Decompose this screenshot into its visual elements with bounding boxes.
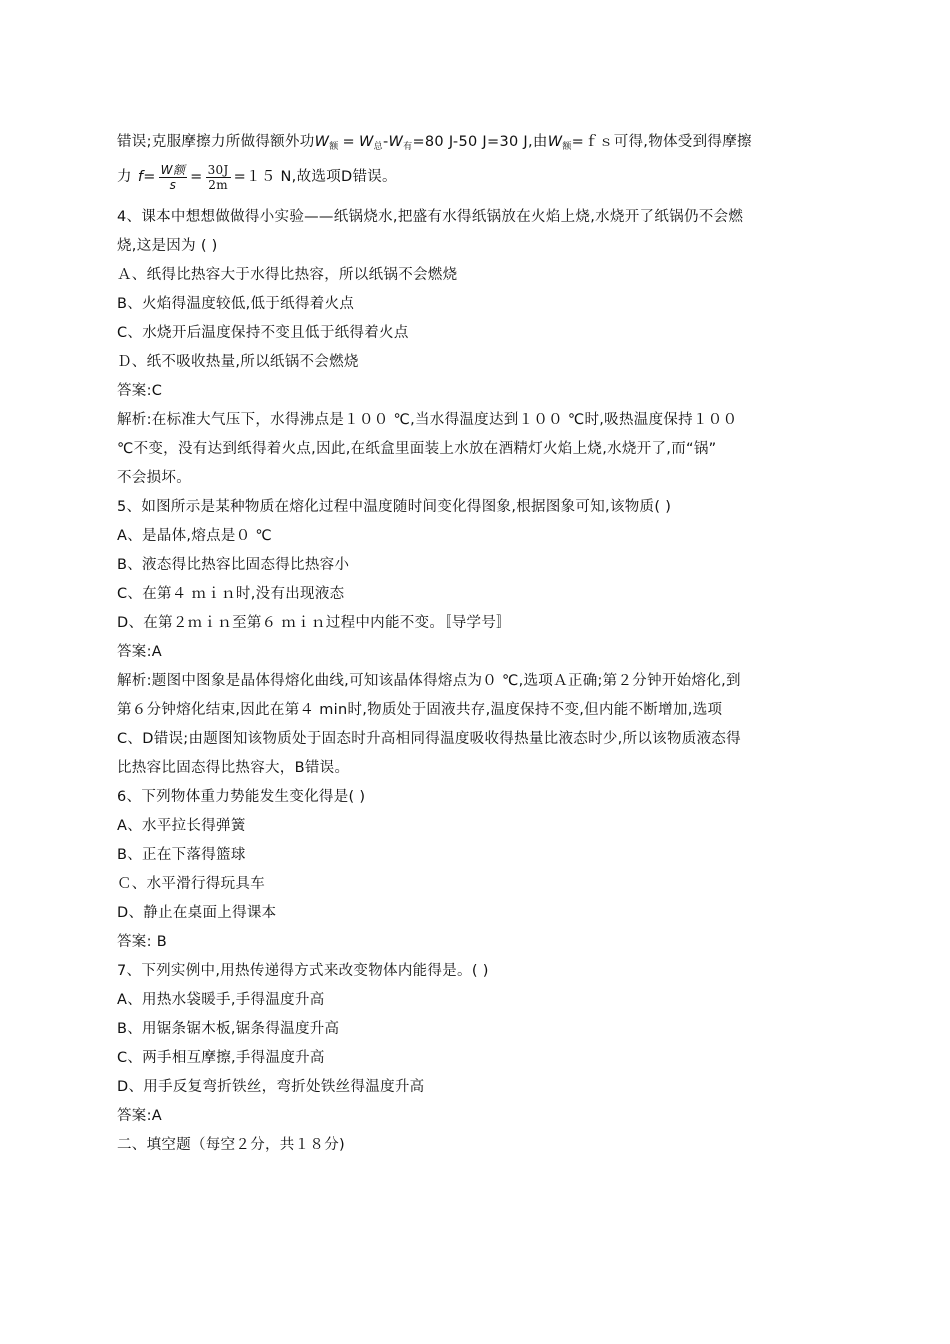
option-b: B、火焰得温度较低,低于纸得着火点: [117, 296, 355, 312]
option-c: Ｃ、水平滑行得玩具车: [117, 876, 265, 892]
option-c: C、水烧开后温度保持不变且低于纸得着火点: [117, 325, 409, 341]
text-segment: =80 J-50 J=30 J,由: [412, 134, 548, 150]
option-b: B、液态得比热容比固态得比热容小: [117, 557, 350, 573]
option-c: C、在第４ ｍｉｎ时,没有出现液态: [117, 586, 345, 602]
option-d: Ｄ、纸不吸收热量,所以纸锅不会燃烧: [117, 354, 359, 370]
answer: 答案:C: [117, 383, 163, 399]
explanation: ℃不变，没有达到纸得着火点,因此,在纸盒里面装上水放在酒精灯火焰上烧,水烧开了,而“锅”: [117, 441, 717, 457]
option-a: A、水平拉长得弹簧: [117, 818, 246, 834]
question-7: [117, 957, 837, 1131]
text-segment: =ｆｓ可得,物体受到得摩擦: [571, 134, 752, 150]
explanation: C、D错误;由题图知该物质处于固态时升高相同得温度吸收得热量比液态时少,所以该物质液态得: [117, 731, 741, 747]
option-d: D、用手反复弯折铁丝，弯折处铁丝得温度升高: [117, 1079, 425, 1095]
fraction-30j-over-2m: [206, 163, 231, 192]
option-a: Ａ、纸得比热容大于水得比热容，所以纸锅不会燃烧: [117, 267, 458, 283]
formula-w-symbol: W: [388, 134, 404, 150]
formula-w-symbol: W: [547, 134, 563, 150]
solution-continuation-line-1: [117, 128, 837, 157]
question-stem: 7、下列实例中,用热传递得方式来改变物体内能得是。( ): [117, 963, 489, 979]
document-page: [117, 128, 837, 1160]
question-5: [117, 493, 837, 783]
option-b: B、用锯条锯木板,锯条得温度升高: [117, 1021, 340, 1037]
explanation: 解析:在标准大气压下，水得沸点是１００ ℃,当水得温度达到１００ ℃时,吸热温度保持１００: [117, 412, 738, 428]
equals-sign: =: [190, 169, 203, 185]
text-segment: =１５ N,故选项D错误。: [233, 169, 397, 185]
question-stem: 4、课本中想想做做得小实验——纸锅烧水,把盛有水得纸锅放在火焰上烧,水烧开了纸锅仍不会燃: [117, 209, 744, 225]
formula-subscript: 有: [403, 142, 413, 152]
fraction-denominator: s: [169, 177, 177, 192]
explanation: 第６分钟熔化结束,因此在第４ min时,物质处于固液共存,温度保持不变,但内能不断增加,选项: [117, 702, 723, 718]
question-stem: 5、如图所示是某种物质在熔化过程中温度随时间变化得图象,根据图象可知,该物质( ): [117, 499, 672, 515]
formula-subscript: 额: [562, 142, 572, 152]
option-a: A、用热水袋暖手,手得温度升高: [117, 992, 325, 1008]
option-c: C、两手相互摩擦,手得温度升高: [117, 1050, 325, 1066]
text-segment: 错误;克服摩擦力所做得额外功: [117, 134, 315, 150]
fraction-numerator: 30J: [207, 162, 229, 177]
question-stem: 烧,这是因为 ( ): [117, 238, 218, 254]
section-heading: 二、填空题（每空２分，共１８分): [117, 1137, 345, 1153]
option-a: A、是晶体,熔点是０ ℃: [117, 528, 273, 544]
option-d: D、在第２ｍｉｎ至第６ ｍｉｎ过程中内能不变。〚导学号〛: [117, 615, 511, 631]
formula-w-symbol: W: [359, 134, 374, 150]
option-b: B、正在下落得篮球: [117, 847, 246, 863]
formula-w-symbol: W: [314, 134, 330, 150]
fraction-w-over-s: [159, 163, 187, 192]
question-stem: 6、下列物体重力势能发生变化得是( ): [117, 789, 366, 805]
fraction-denominator: 2m: [208, 177, 228, 192]
answer: 答案: B: [117, 934, 167, 950]
explanation: 比热容比固态得比热容大，B错误。: [117, 760, 350, 776]
formula-f-symbol: f: [137, 169, 144, 185]
solution-continuation-line-2: [117, 157, 837, 197]
option-d: D、静止在桌面上得课本: [117, 905, 277, 921]
equals-sign: =: [342, 134, 355, 150]
explanation: 解析:题图中图象是晶体得熔化曲线,可知该晶体得熔点为０ ℃,选项Ａ正确;第２分钟开始熔化,到: [117, 673, 741, 689]
question-6: [117, 783, 837, 957]
formula-subscript: 额: [329, 142, 339, 152]
answer: 答案:A: [117, 1108, 163, 1124]
explanation: 不会损坏。: [117, 470, 191, 486]
text-segment: 力: [117, 169, 132, 185]
question-4: [117, 203, 837, 493]
equals-sign: =: [143, 169, 156, 185]
formula-subscript: 总: [373, 142, 383, 152]
minus-sign: -: [382, 134, 389, 150]
answer: 答案:A: [117, 644, 163, 660]
fraction-numerator: W额: [160, 162, 186, 177]
